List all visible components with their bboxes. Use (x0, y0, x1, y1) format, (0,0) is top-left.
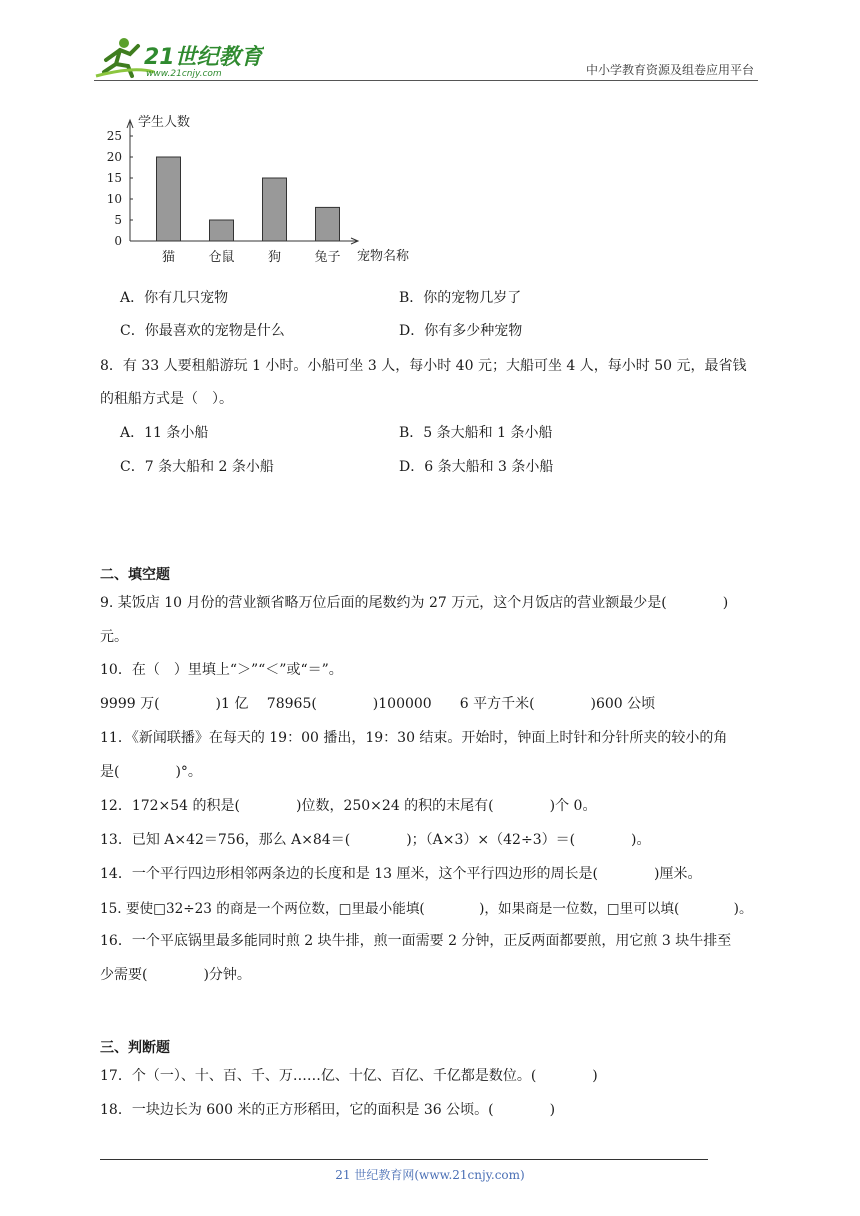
y-tick-label: 10 (106, 192, 122, 206)
y-tick-label: 15 (106, 171, 122, 185)
bar-兔子 (316, 207, 340, 241)
bar-chart (100, 108, 430, 277)
q7-option-c: C．你最喜欢的宠物是什么 (120, 323, 285, 339)
y-tick-label: 0 (114, 234, 122, 248)
chart-x-label: 宠物名称 (357, 249, 410, 264)
q16-line-1: 16．一个平底锅里最多能同时煎 2 块牛排，煎一面需要 2 分钟，正反两面都要煎，用它煎 3 块牛排至 (100, 933, 732, 949)
q9-line-1: 9. 某饭店 10 月份的营业额省略万位后面的尾数约为 27 万元，这个月饭店的营业额最少是( ) (100, 595, 729, 611)
header-divider (94, 80, 758, 81)
q11-line-2: 是( )°。 (100, 764, 202, 780)
q9-line-2: 元。 (100, 629, 128, 645)
x-tick-label: 兔子 (314, 250, 341, 265)
q8-option-b: B．5 条大船和 1 条小船 (399, 425, 553, 441)
q10-line-2: 9999 万( )1 亿 78965( )100000 6 平方千米( )600 公顷 (100, 696, 656, 712)
section-3-title: 三、判断题 (100, 1040, 170, 1056)
q17: 17．个（一）、十、百、千、万……亿、十亿、百亿、千亿都是数位。( ) (100, 1068, 598, 1084)
q11-line-1: 11．《新闻联播》在每天的 19：00 播出，19：30 结束。开始时，钟面上时针和分针所夹的较小的角 (100, 730, 728, 746)
q12: 12．172×54 的积是( )位数，250×24 的积的末尾有( )个 0。 (100, 798, 597, 814)
footer-text: 21 世纪教育网(www.21cnjy.com) (335, 1168, 525, 1182)
x-tick-label: 猫 (161, 250, 176, 265)
q14: 14．一个平行四边形相邻两条边的长度和是 13 厘米，这个平行四边形的周长是( )厘米。 (100, 866, 702, 882)
q8-option-c: C．7 条大船和 2 条小船 (120, 459, 274, 475)
logo-text: 21世纪教育 (144, 45, 263, 70)
section-2-title: 二、填空题 (100, 567, 170, 583)
q10-line-1: 10．在（ ）里填上“＞”“＜”或“＝”。 (100, 662, 343, 678)
chart-y-label: 学生人数 (138, 115, 191, 130)
x-tick-label: 狗 (267, 250, 282, 265)
q16-line-2: 少需要( )分钟。 (100, 967, 251, 983)
y-tick-label: 25 (106, 129, 122, 143)
x-tick-label: 仓鼠 (208, 250, 235, 265)
q8-option-a: A．11 条小船 (120, 425, 209, 441)
y-tick-label: 20 (106, 150, 122, 164)
chart-x-ticks (162, 250, 341, 265)
q15: 15. 要使□32÷23 的商是一个两位数，□里最小能填( )，如果商是一位数，□里可以填( )。 (100, 901, 753, 917)
q8-line-1: 8．有 33 人要租船游玩 1 小时。小船可坐 3 人，每小时 40 元；大船可坐 4 人，每小时 50 元，最省钱 (100, 358, 747, 374)
footer-divider (100, 1159, 708, 1160)
logo-url: www.21cnjy.com (146, 69, 222, 79)
chart-y-ticks (107, 129, 133, 248)
bar-狗 (263, 178, 287, 241)
q7-option-d: D．你有多少种宠物 (399, 323, 523, 339)
y-tick-label: 5 (114, 213, 122, 227)
header-platform-text: 中小学教育资源及组卷应用平台 (585, 63, 754, 77)
q7-option-a: A．你有几只宠物 (120, 290, 229, 306)
q7-option-b: B．你的宠物几岁了 (399, 290, 522, 306)
bar-猫 (157, 157, 181, 241)
q13: 13．已知 A×42＝756，那么 A×84＝( )；（A×3）×（42÷3）＝( )。 (100, 832, 651, 848)
logo (94, 36, 264, 80)
q8-option-d: D．6 条大船和 3 条小船 (399, 459, 554, 475)
q18: 18．一块边长为 600 米的正方形稻田，它的面积是 36 公顷。( ) (100, 1102, 556, 1118)
q8-line-2: 的租船方式是（ ）。 (100, 391, 233, 407)
chart-bars (157, 157, 340, 241)
bar-仓鼠 (210, 220, 234, 241)
